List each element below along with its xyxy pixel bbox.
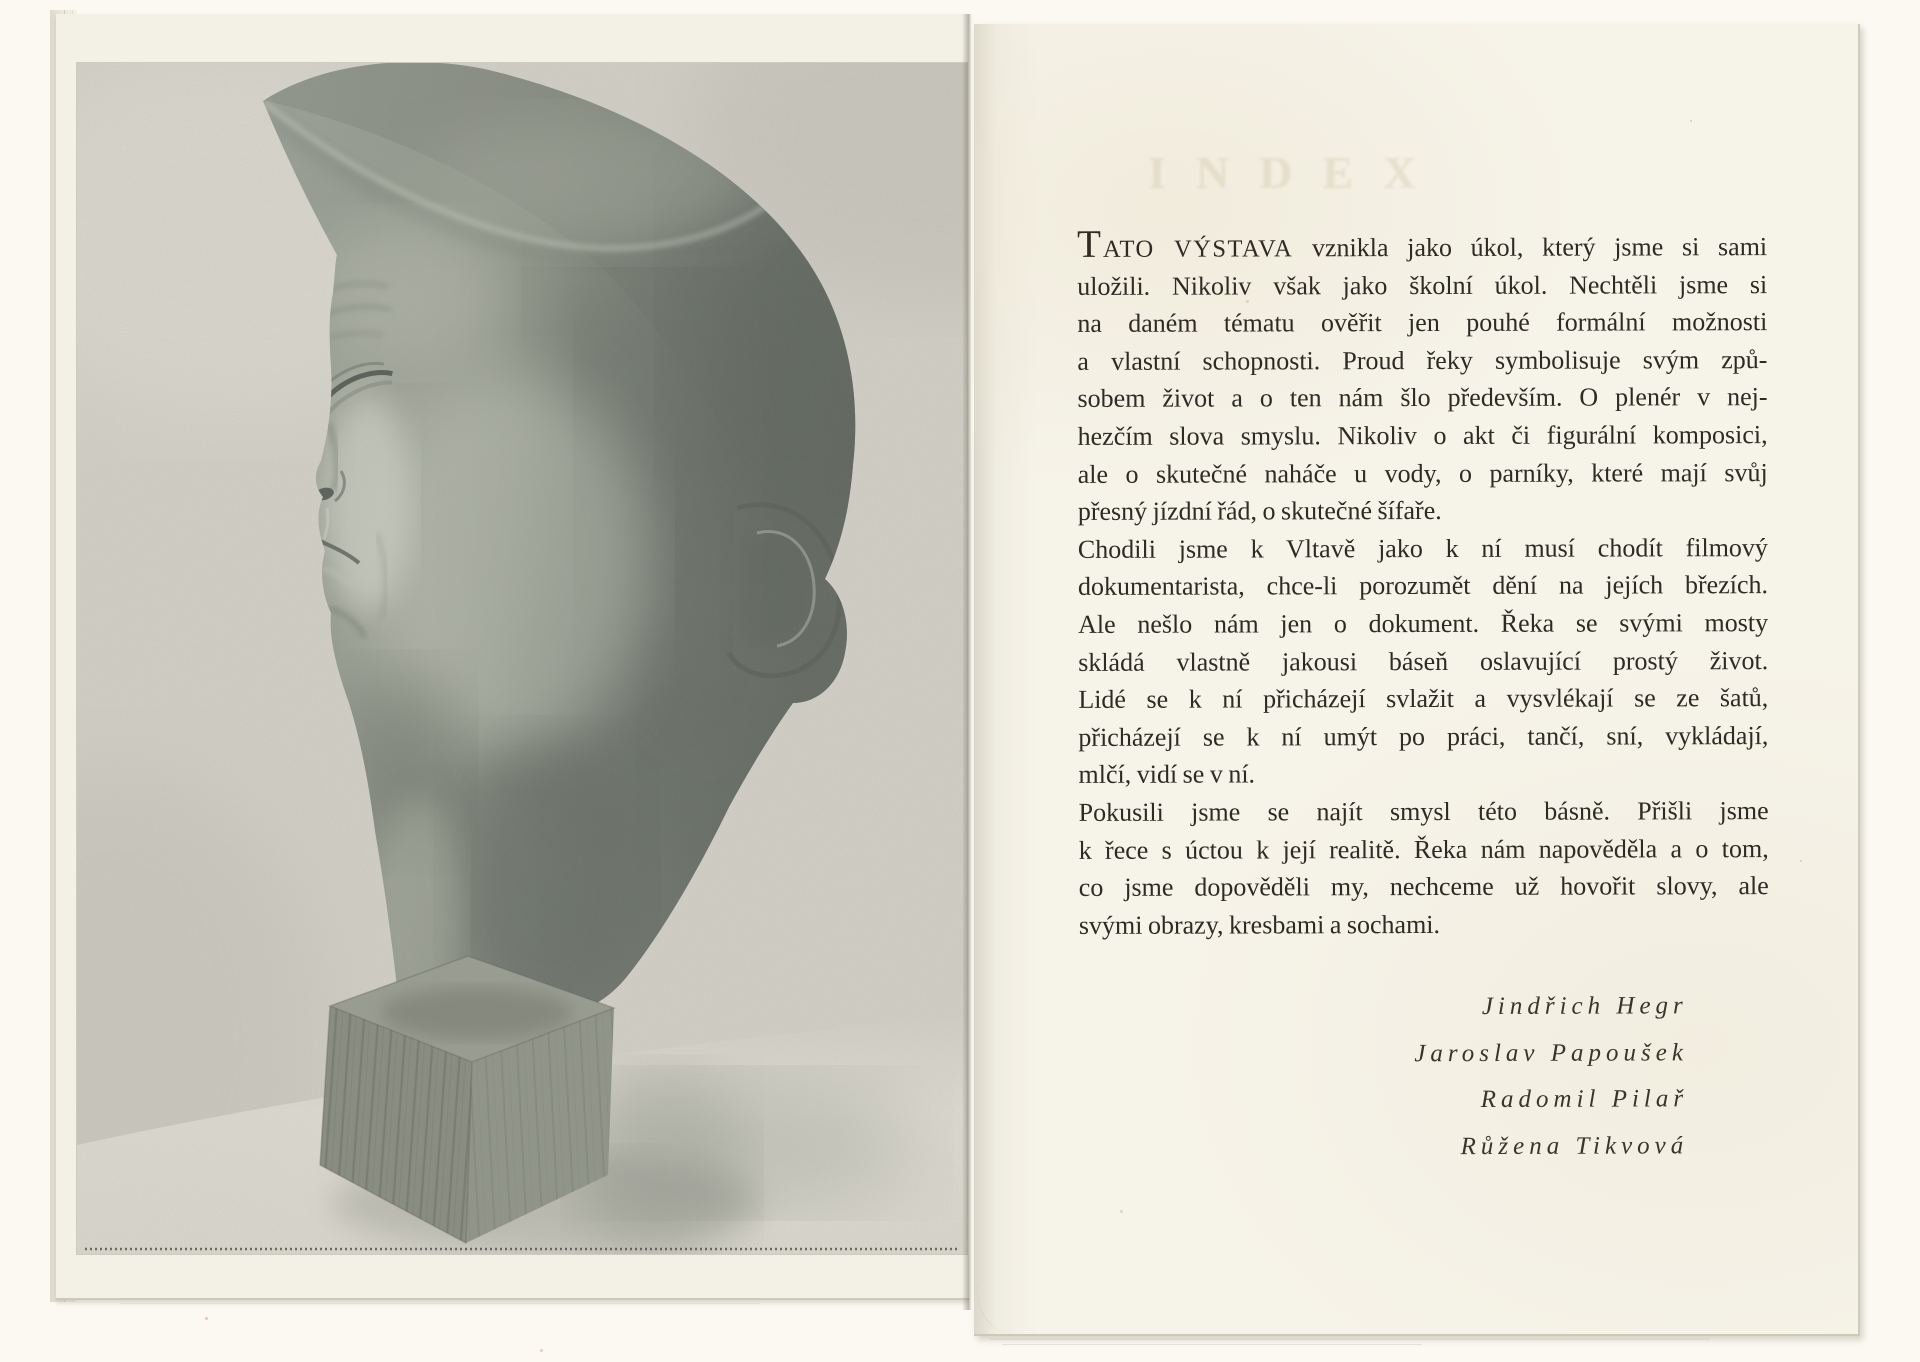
paper-speckle: [540, 1349, 543, 1352]
essay-line: přesný jízdní řád, o skutečné šífaře.: [1077, 496, 1442, 527]
essay-line: Chodili jsme k Vltavě jako k ní musí chodít filmový: [1077, 532, 1768, 564]
essay-line: mlčí, vidí se v ní.: [1078, 759, 1256, 790]
lead-rest: vznikla jako úkol, který jsme si sami: [1293, 232, 1768, 263]
page-stack-line: [990, 1338, 1710, 1340]
signature-name: Radomil Pilař: [1480, 1085, 1689, 1114]
show-through-text: INDEX: [1148, 147, 1447, 198]
essay-line-first: [1077, 222, 1768, 267]
paper-speckle: [1246, 300, 1249, 303]
signature-name: Růžena Tikvová: [1460, 1131, 1689, 1160]
essay-line: co jsme dopověděli my, nechceme už hovořit slovy, ale: [1078, 871, 1769, 902]
essay-line: Pokusili jsme se najít smysl této básně. Přišli jsme: [1078, 796, 1769, 827]
essay-text: [1077, 222, 1769, 944]
signature-block: [1288, 983, 1689, 1170]
paper-speckle: [1690, 120, 1692, 122]
paper-speckle: [1800, 860, 1802, 862]
essay-line: svými obrazy, kresbami a sochami.: [1078, 909, 1441, 940]
essay-lines: [1077, 266, 1769, 944]
essay-line: uložili. Nikoliv však jako školní úkol. Nechtěli jsme si: [1077, 269, 1768, 301]
drop-cap: T: [1077, 222, 1103, 266]
page-stack-line: [1002, 1344, 1422, 1345]
essay-line: hezčím slova smyslu. Nikoliv o akt či figurální komposici,: [1077, 420, 1768, 451]
essay-line: ale o skutečné naháče u vody, o parníky, které mají svůj: [1077, 457, 1768, 489]
essay-line: k řece s úctou k její realitě. Řeka nám napověděla a o tom,: [1078, 833, 1769, 865]
essay-line: přicházejí se k ní umýt po práci, tančí, sní, vykládají,: [1078, 720, 1769, 752]
essay-line: na daném tématu ověřit jen pouhé formální možnosti: [1077, 307, 1768, 339]
gutter-shadow: [962, 14, 974, 1310]
signature-name: Jaroslav Papoušek: [1414, 1038, 1688, 1067]
paper-speckle: [205, 1317, 208, 1320]
essay-line: Lidé se k ní přicházejí svlažit a vysvlékají se ze šatů,: [1078, 683, 1769, 715]
page-stack-line: [120, 1303, 760, 1304]
paper-speckle: [1120, 1210, 1123, 1213]
essay-line: dokumentarista, chce-li porozumět dění na jejích březích.: [1077, 570, 1769, 602]
signature-name: Jindřich Hegr: [1481, 992, 1688, 1021]
left-page: [56, 14, 970, 1300]
essay-line: a vlastní schopnosti. Proud řeky symbolisuje svým způ-: [1077, 344, 1768, 376]
essay-line: skládá vlastně jakousi báseň oslavující prostý život.: [1078, 645, 1769, 677]
essay-line: Ale nešlo nám jen o dokument. Řeka se svými mosty: [1078, 608, 1769, 639]
small-caps-title: ATO VÝSTAVA: [1102, 235, 1294, 263]
sculpture-illustration: [77, 63, 967, 1254]
essay-line: sobem život a o ten nám šlo především. O plenér v nej-: [1077, 382, 1768, 414]
sculpture-photo: [77, 63, 967, 1254]
